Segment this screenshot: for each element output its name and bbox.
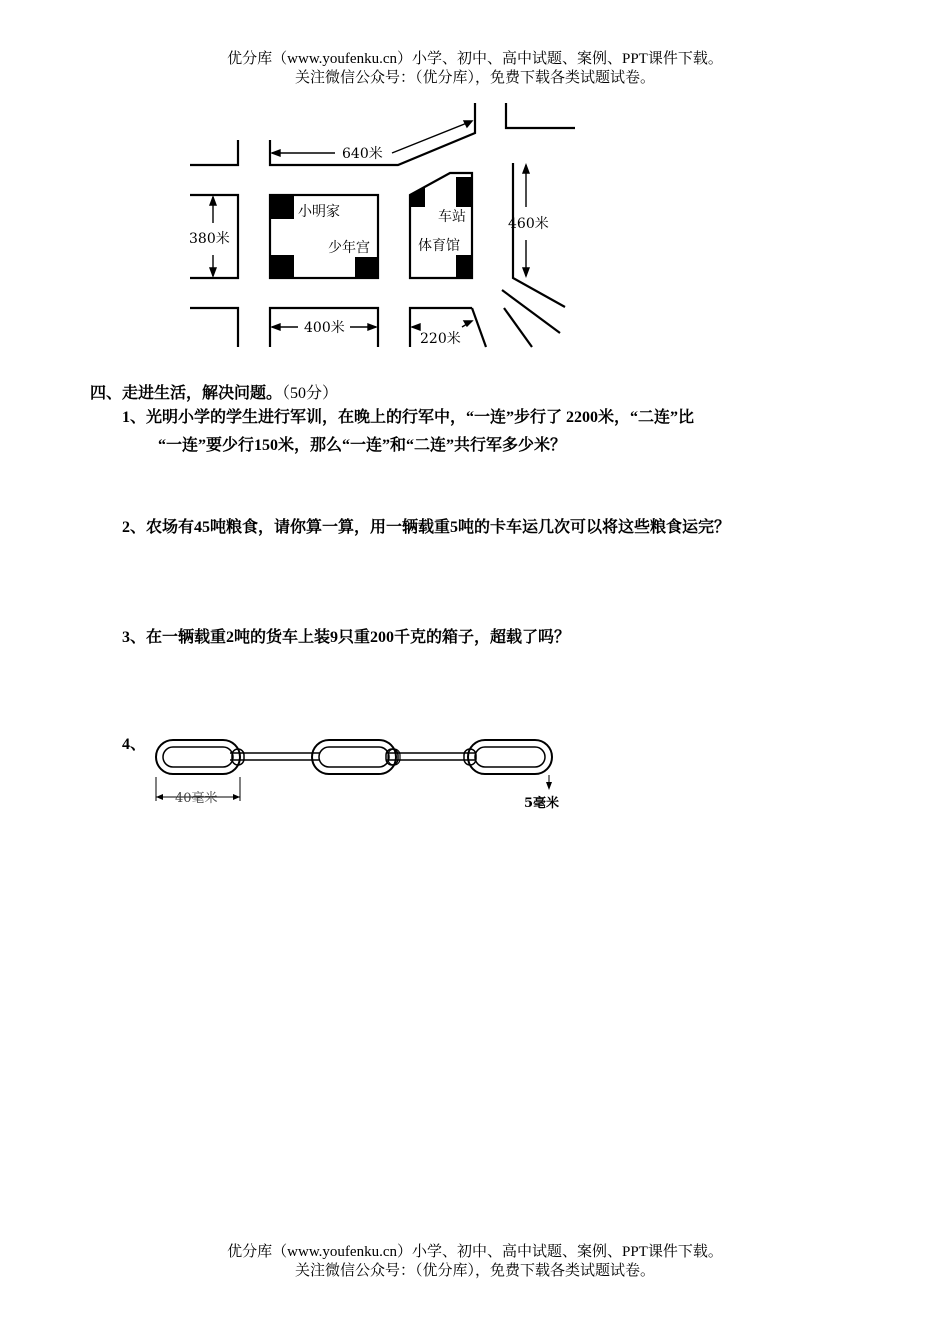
- chain-link: [156, 740, 240, 774]
- road-edge: [502, 290, 560, 333]
- chain-length-label: 40毫米: [175, 791, 218, 806]
- label-640m: 640米: [342, 146, 383, 162]
- label-220m: 220米: [420, 331, 461, 347]
- page-footer: [0, 1243, 950, 1281]
- building-station: [456, 177, 472, 207]
- page-header: [0, 50, 950, 88]
- header-line-1: 优分库（www.youfenku.cn）小学、初中、高中试题、案例、PPT课件下载。: [227, 51, 723, 67]
- street-map-diagram: [180, 95, 580, 355]
- section-score: （50分）: [282, 385, 339, 402]
- road-edge: [506, 103, 575, 128]
- footer-line-1: 优分库（www.youfenku.cn）小学、初中、高中试题、案例、PPT课件下载。: [227, 1244, 723, 1260]
- building-gym: [456, 255, 472, 278]
- label-gym: 体育馆: [418, 238, 460, 254]
- chain-link: [468, 740, 552, 774]
- chain-link-inner: [319, 747, 389, 767]
- question-1: [122, 404, 857, 460]
- road-edge: [472, 308, 486, 347]
- road-edge: [504, 308, 532, 347]
- label-palace: 少年宫: [328, 240, 370, 256]
- label-400m: 400米: [304, 320, 345, 336]
- chain-link-inner: [163, 747, 233, 767]
- question-4: 4、: [122, 736, 147, 753]
- header-line-2: 关注微信公众号：（优分库），免费下载各类试题试卷。: [294, 70, 655, 86]
- road-edge: [513, 163, 565, 307]
- road-edge: [190, 308, 238, 347]
- question-3: 3、在一辆载重2吨的货车上装9只重200千克的箱子，超载了吗？: [122, 629, 571, 646]
- question-1-line-2: “一连”要少行150米，那么“一连”和“二连”共行军多少米？: [158, 437, 567, 454]
- question-1-line-1: 1、光明小学的学生进行军训，在晚上的行军中，“一连”步行了 2200米，“二连”比: [122, 409, 695, 426]
- label-home: 小明家: [298, 204, 340, 220]
- footer-line-2: 关注微信公众号：（优分库），免费下载各类试题试卷。: [294, 1263, 655, 1279]
- chain-diagram: [150, 735, 580, 815]
- section-title: [90, 380, 338, 403]
- section-heading: 四、走进生活，解决问题。: [90, 385, 283, 402]
- chain-thickness-label: 5毫米: [524, 796, 560, 811]
- label-460m: 460米: [508, 216, 549, 232]
- chain-link-inner: [475, 747, 545, 767]
- building-palace: [355, 257, 378, 278]
- building-home: [270, 195, 294, 219]
- building-corner: [270, 255, 294, 278]
- label-station: 车站: [438, 209, 466, 225]
- label-380m: 380米: [189, 231, 230, 247]
- chain-link: [312, 740, 396, 774]
- road-edge: [190, 140, 238, 165]
- question-2: 2、农场有45吨粮食，请你算一算，用一辆载重5吨的卡车运几次可以将这些粮食运完？: [122, 519, 731, 536]
